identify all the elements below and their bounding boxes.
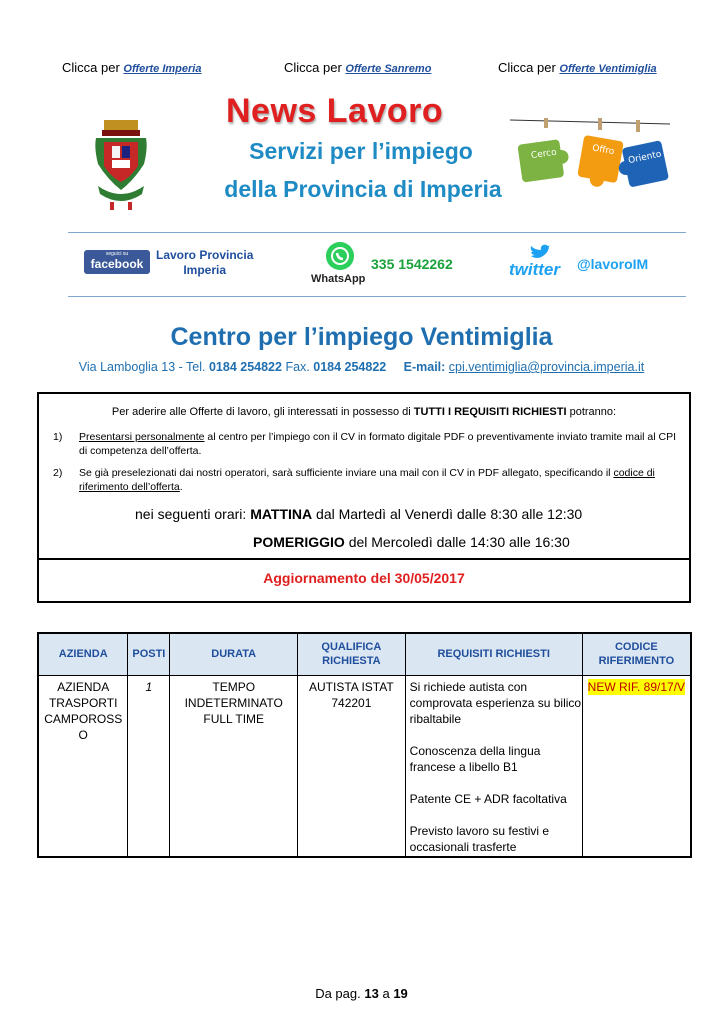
cell-posti: 1: [128, 675, 170, 857]
divider-bottom: [68, 296, 686, 297]
morning-hours: dal Martedì al Venerdì dalle 8:30 alle 12:30: [316, 506, 583, 522]
facebook-tiny-label: seguici su: [105, 251, 129, 257]
item-text: [79, 430, 679, 458]
page-range-prefix: Da pag.: [315, 986, 361, 1001]
requirement-item: Conoscenza della lingua francese a libello B1: [409, 743, 541, 774]
box-divider: [39, 558, 689, 560]
update-date: Aggiornamento del 30/05/2017: [263, 570, 465, 586]
email-link[interactable]: cpi.ventimiglia@provincia.imperia.it: [448, 360, 645, 374]
col-header-requisiti: REQUISITI RICHIESTI: [405, 633, 582, 675]
col-header-durata: DURATA: [170, 633, 298, 675]
puzzle-pieces-icon: [510, 112, 670, 202]
instructions-box: [37, 392, 691, 603]
whatsapp-label: WhatsApp: [311, 273, 366, 285]
subtitle-line2: della Provincia di Imperia: [224, 176, 502, 202]
reference-code: NEW RIF. 89/17/V: [587, 679, 686, 694]
divider-top: [68, 232, 686, 233]
whatsapp-number[interactable]: 335 1542262: [371, 256, 453, 272]
item-text: [79, 466, 679, 494]
center-title: Centro per l’impiego Ventimiglia: [170, 323, 553, 351]
top-link-ventimiglia: [498, 60, 657, 75]
fax-label: Fax.: [285, 360, 310, 374]
instructions-intro: [39, 406, 689, 418]
page-from: 13: [364, 986, 379, 1001]
facebook-page-line1: Lavoro Provincia: [156, 248, 254, 262]
page-range-middle: a: [382, 986, 390, 1001]
item1-text: al centro per l’impiego con il CV in formato digitale PDF o preventivamente inviato tramite mail al CPI di competenza dell’offerta.: [79, 431, 677, 457]
hours-prefix: nei seguenti orari:: [135, 506, 247, 522]
col-header-qualifica: QUALIFICA RICHIESTA: [298, 633, 406, 675]
intro-end: potranno:: [569, 406, 617, 418]
top-link-prefix: Clicca per: [498, 60, 556, 75]
fax-number: 0184 254822: [313, 360, 387, 374]
twitter-label: twitter: [509, 260, 560, 279]
cell-durata: TEMPO INDETERMINATO FULL TIME: [170, 675, 298, 857]
job-offers-table: [37, 632, 692, 858]
page-range: [0, 986, 723, 1001]
page-to: 19: [393, 986, 408, 1001]
intro-text: Per aderire alle Offerte di lavoro, gli interessati in possesso di: [111, 406, 411, 418]
item1-underlined: Presentarsi personalmente: [79, 431, 205, 443]
afternoon-label: POMERIGGIO: [253, 534, 345, 550]
address-text: Via Lamboglia 13 - Tel.: [78, 360, 206, 374]
col-header-codice: CODICE RIFERIMENTO: [582, 633, 691, 675]
cell-azienda: AZIENDA TRASPORTI CAMPOROSS O: [38, 675, 128, 857]
center-address-line: [0, 360, 723, 374]
puzzle-word-oriento: Oriento: [627, 149, 663, 167]
puzzle-word-offro: Offro: [591, 143, 616, 158]
offerte-imperia-link[interactable]: Offerte Imperia: [123, 63, 202, 75]
top-link-prefix: Clicca per: [284, 60, 342, 75]
col-header-azienda: AZIENDA: [38, 633, 128, 675]
top-links: [0, 60, 723, 80]
top-link-prefix: Clicca per: [62, 60, 120, 75]
requirement-item: Previsto lavoro su festivi e occasionali trasferte: [409, 823, 550, 854]
item-number: 2): [53, 467, 63, 479]
province-crest-icon: [90, 118, 152, 214]
morning-label: MATTINA: [250, 506, 313, 522]
top-link-imperia: [62, 60, 201, 75]
table-header-row: [38, 633, 691, 675]
requirement-item: Patente CE + ADR facoltativa: [409, 791, 567, 806]
col-header-posti: POSTI: [128, 633, 170, 675]
facebook-page-line2: Imperia: [183, 263, 227, 277]
table-row: [38, 675, 691, 857]
twitter-bird-icon: [529, 244, 551, 260]
cell-qualifica: AUTISTA ISTAT 742201: [298, 675, 406, 857]
whatsapp-icon[interactable]: [326, 242, 354, 270]
item2-underlined: codice di riferimento dell’offerta: [79, 467, 655, 493]
email-label: E-mail:: [403, 360, 446, 374]
item2-text: Se già preselezionati dai nostri operatori, sarà sufficiente inviare una mail con il CV in PDF allegato, specificando il: [79, 467, 611, 479]
offerte-ventimiglia-link[interactable]: Offerte Ventimiglia: [559, 63, 657, 75]
social-bar: [0, 240, 723, 290]
newsletter-title: News Lavoro: [226, 92, 444, 130]
hours-afternoon: [253, 534, 570, 550]
tel-number: 0184 254822: [208, 360, 282, 374]
top-link-sanremo: [284, 60, 431, 75]
subtitle-line1: Servizi per l’impiego: [249, 138, 473, 164]
puzzle-word-cerco: Cerco: [530, 147, 558, 162]
requirement-item: Si richiede autista con comprovata esperienza su bilico ribaltabile: [409, 679, 582, 726]
cell-requisiti: [405, 675, 582, 857]
cell-codice: [582, 675, 691, 857]
facebook-badge[interactable]: [84, 250, 150, 274]
hours-morning: [135, 506, 582, 522]
facebook-label: facebook: [90, 257, 144, 271]
offerte-sanremo-link[interactable]: Offerte Sanremo: [345, 63, 432, 75]
facebook-page-name[interactable]: [156, 248, 253, 278]
afternoon-hours: del Mercoledì dalle 14:30 alle 16:30: [348, 534, 570, 550]
item2-end: .: [179, 481, 183, 493]
intro-bold: TUTTI I REQUISITI RICHIESTI: [413, 406, 567, 418]
twitter-handle[interactable]: @lavoroIM: [577, 256, 649, 272]
item-number: 1): [53, 431, 63, 443]
